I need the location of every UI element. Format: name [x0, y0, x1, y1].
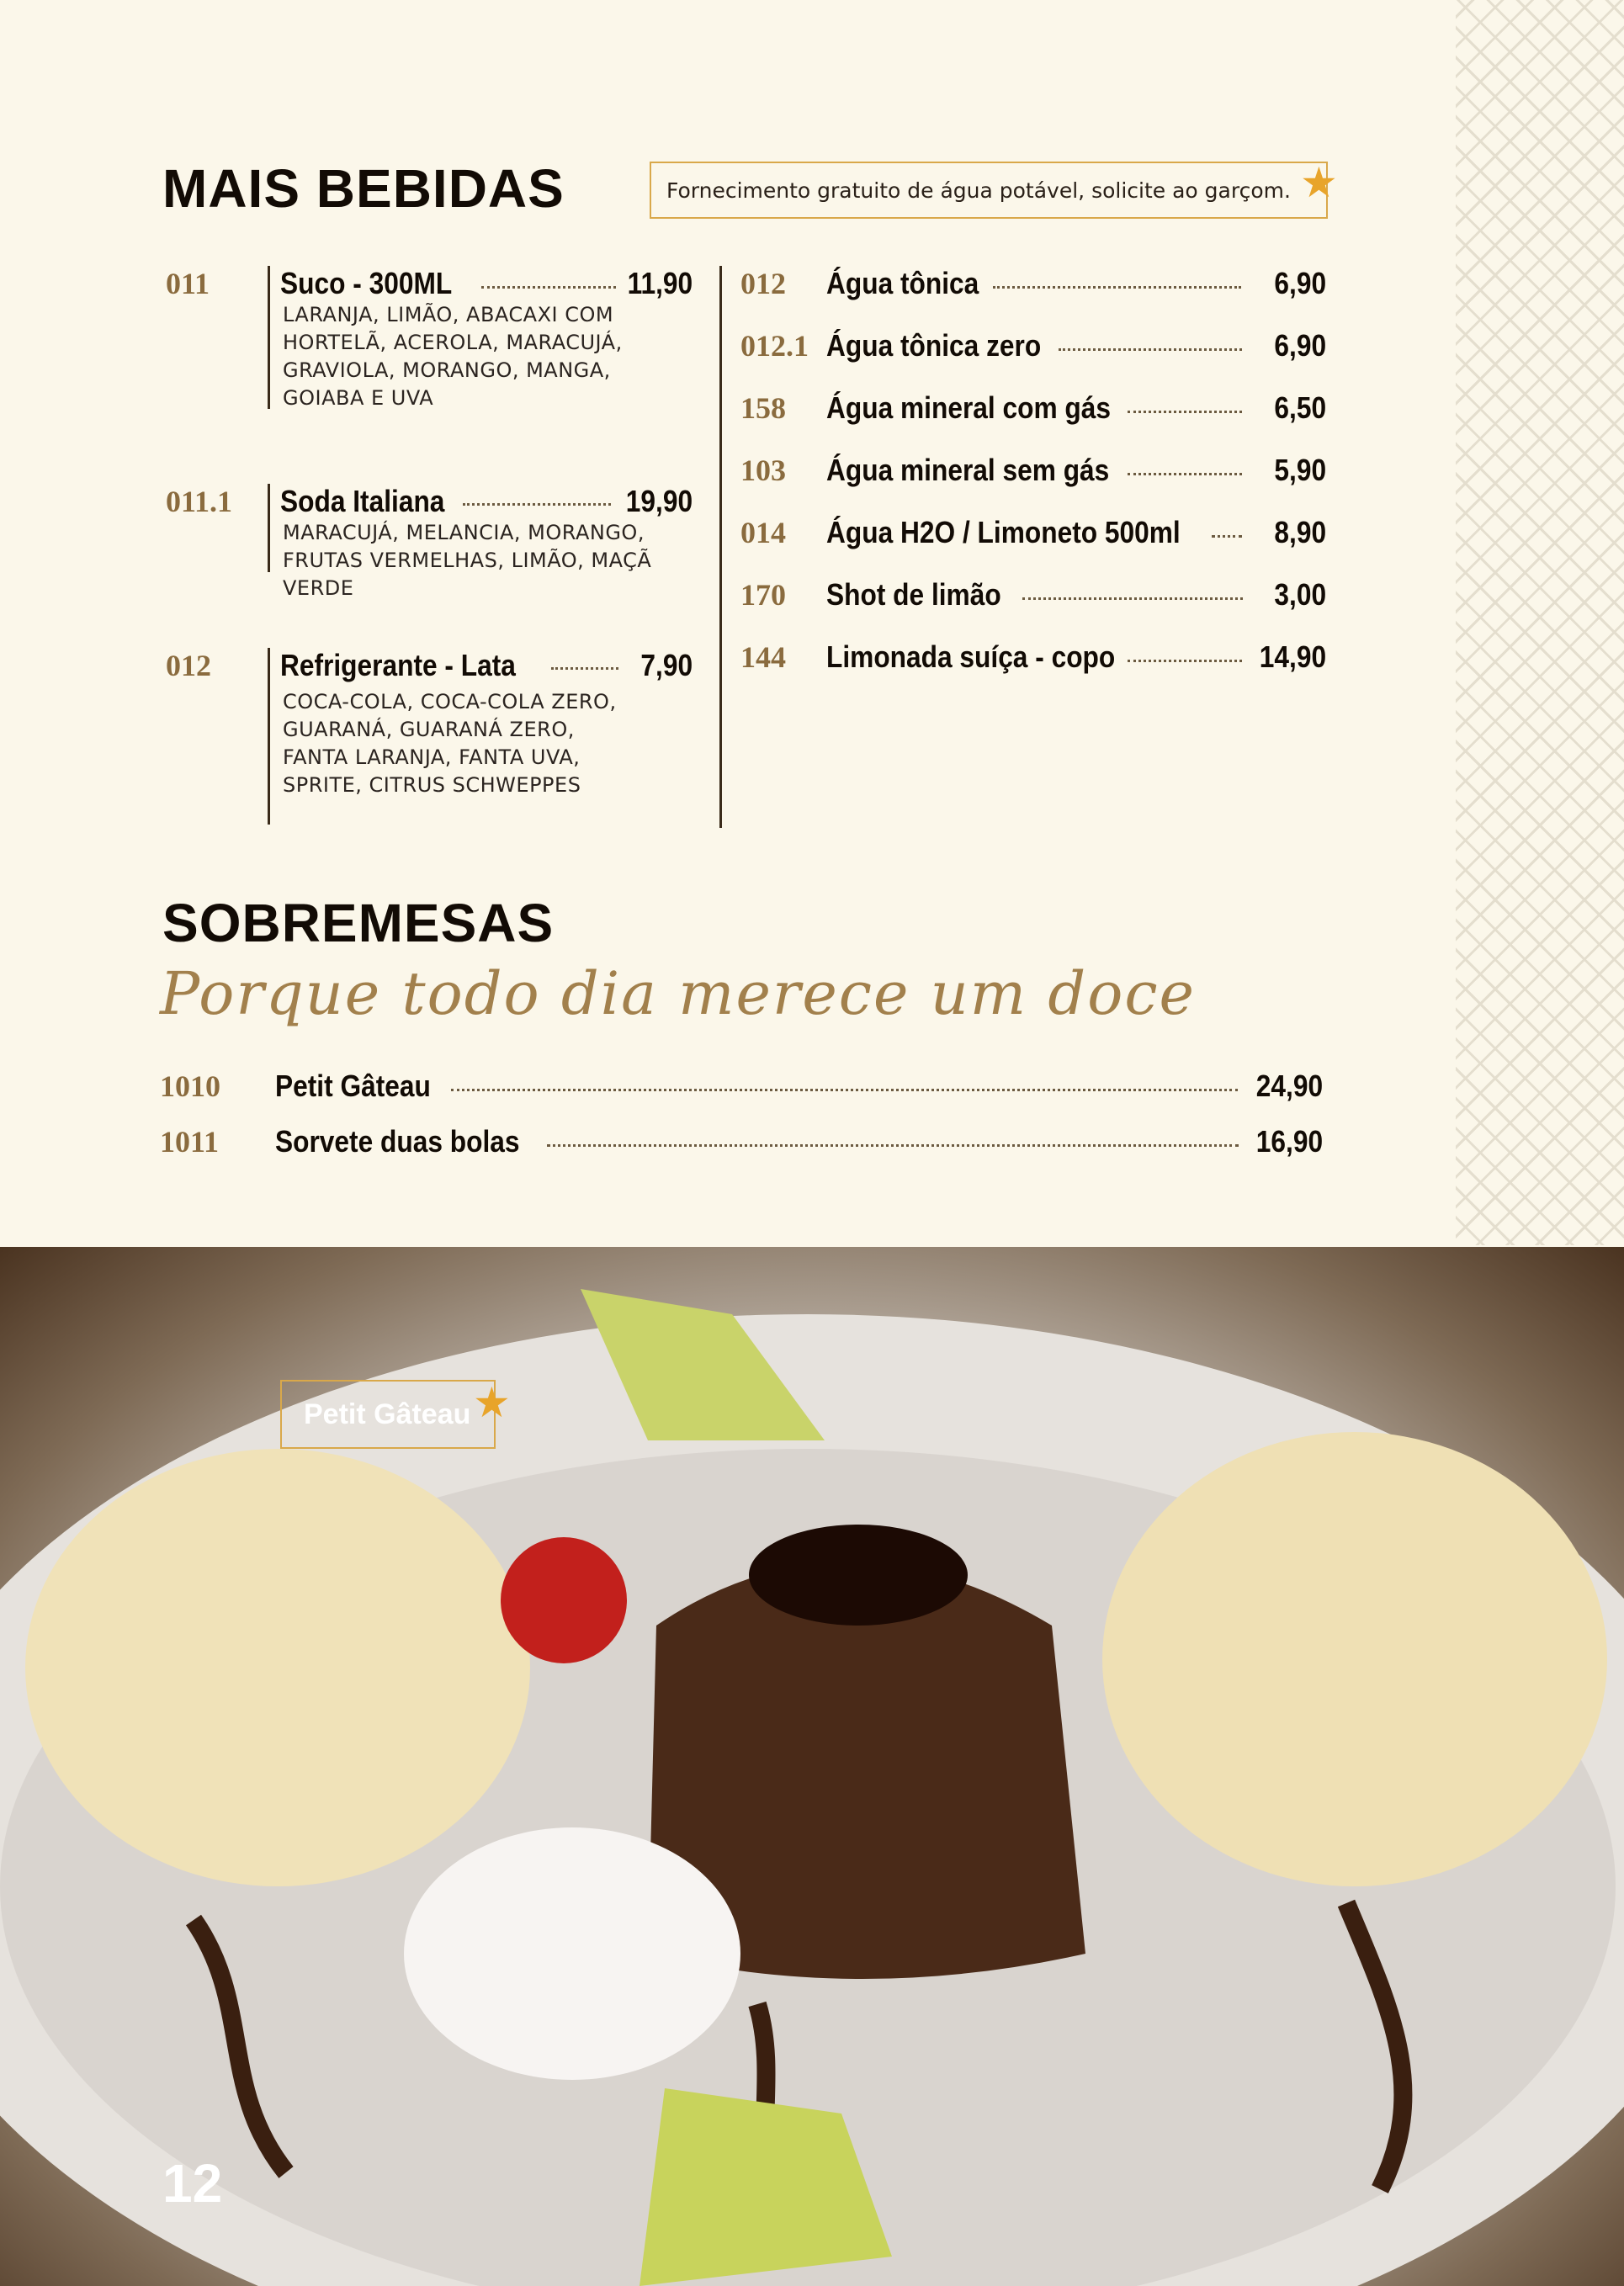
description-line: HORTELÃ, ACEROLA, MARACUJÁ,	[283, 331, 623, 354]
section-title-bebidas: MAIS BEBIDAS	[162, 158, 565, 219]
divider-line	[268, 266, 270, 409]
leader-dots	[1128, 473, 1242, 475]
item-code: 012	[166, 649, 211, 682]
item-code: 158	[740, 391, 786, 425]
item-name: Soda Italiana	[280, 484, 445, 518]
item-price: 19,90	[625, 484, 693, 518]
item-name: Água mineral com gás	[826, 390, 1112, 425]
item-description	[283, 688, 617, 799]
item-code: 1011	[160, 1125, 220, 1159]
item-description	[283, 519, 651, 602]
item-price: 6,90	[1274, 328, 1326, 363]
leader-dots	[1128, 411, 1242, 413]
leader-dots	[463, 503, 611, 506]
description-line: GRAVIOLA, MORANGO, MANGA,	[283, 358, 611, 382]
item-price: 24,90	[1255, 1069, 1323, 1103]
item-name: Água tônica	[826, 266, 979, 300]
item-code: 144	[740, 640, 786, 674]
dessert-illustration	[0, 1247, 1624, 2286]
description-line: GUARANÁ, GUARANÁ ZERO,	[283, 718, 575, 741]
decorative-chevron-pattern	[1456, 0, 1624, 1245]
leader-dots	[1212, 535, 1242, 538]
item-name: Sorvete duas bolas	[275, 1124, 520, 1159]
leader-dots	[1022, 597, 1243, 600]
item-name: Shot de limão	[826, 577, 1001, 612]
water-notice-text: Fornecimento gratuito de água potável, solicite ao garçom.	[666, 178, 1291, 203]
item-code: 103	[740, 453, 786, 487]
item-price: 7,90	[640, 648, 693, 682]
column-divider	[719, 266, 722, 828]
item-price: 14,90	[1259, 639, 1326, 674]
leader-dots	[1059, 348, 1242, 351]
divider-line	[268, 484, 270, 572]
item-name: Petit Gâteau	[275, 1069, 431, 1103]
item-price: 8,90	[1274, 515, 1326, 549]
item-price: 16,90	[1255, 1124, 1323, 1159]
description-line: GOIABA E UVA	[283, 386, 434, 410]
item-code: 170	[740, 578, 786, 612]
description-line: SPRITE, CITRUS SCHWEPPES	[283, 773, 581, 797]
description-line: MARACUJÁ, MELANCIA, MORANGO,	[283, 521, 645, 544]
description-line: VERDE	[283, 576, 354, 600]
item-price: 3,00	[1274, 577, 1326, 612]
item-code: 012.1	[740, 329, 809, 363]
section-title-sobremesas: SOBREMESAS	[162, 893, 555, 953]
leader-dots	[551, 667, 618, 670]
leader-dots	[1128, 660, 1242, 662]
section-tagline: Porque todo dia merece um doce	[160, 959, 1196, 1028]
leader-dots	[451, 1089, 1238, 1091]
item-description	[283, 301, 623, 412]
divider-line	[268, 648, 270, 825]
item-name: Limonada suíça - copo	[826, 639, 1116, 674]
item-name: Água tônica zero	[826, 328, 1042, 363]
star-icon: ★	[473, 1379, 511, 1426]
description-line: FRUTAS VERMELHAS, LIMÃO, MAÇÃ	[283, 549, 652, 572]
item-name: Refrigerante - Lata	[280, 648, 516, 682]
photo-badge	[280, 1380, 496, 1449]
star-icon: ★	[1300, 159, 1338, 206]
description-line: COCA-COLA, COCA-COLA ZERO,	[283, 690, 617, 713]
item-price: 6,90	[1274, 266, 1326, 300]
leader-dots	[547, 1144, 1239, 1147]
photo-badge-label: Petit Gâteau	[304, 1398, 471, 1430]
item-price: 5,90	[1274, 453, 1326, 487]
dessert-photo	[0, 1247, 1624, 2286]
item-code: 011	[166, 267, 210, 300]
page-number: 12	[162, 2153, 223, 2214]
item-code: 012	[740, 267, 786, 300]
item-code: 014	[740, 516, 786, 549]
description-line: LARANJA, LIMÃO, ABACAXI COM	[283, 303, 614, 326]
leader-dots	[481, 286, 616, 289]
description-line: FANTA LARANJA, FANTA UVA,	[283, 745, 581, 769]
item-code: 011.1	[166, 485, 233, 518]
leader-dots	[993, 286, 1241, 289]
item-name: Água H2O / Limoneto 500ml	[826, 515, 1181, 549]
item-price: 6,50	[1274, 390, 1326, 425]
item-name: Água mineral sem gás	[826, 453, 1110, 487]
item-code: 1010	[160, 1069, 220, 1103]
item-price: 11,90	[627, 266, 693, 300]
item-name: Suco - 300ML	[280, 266, 453, 300]
water-notice	[650, 162, 1328, 219]
